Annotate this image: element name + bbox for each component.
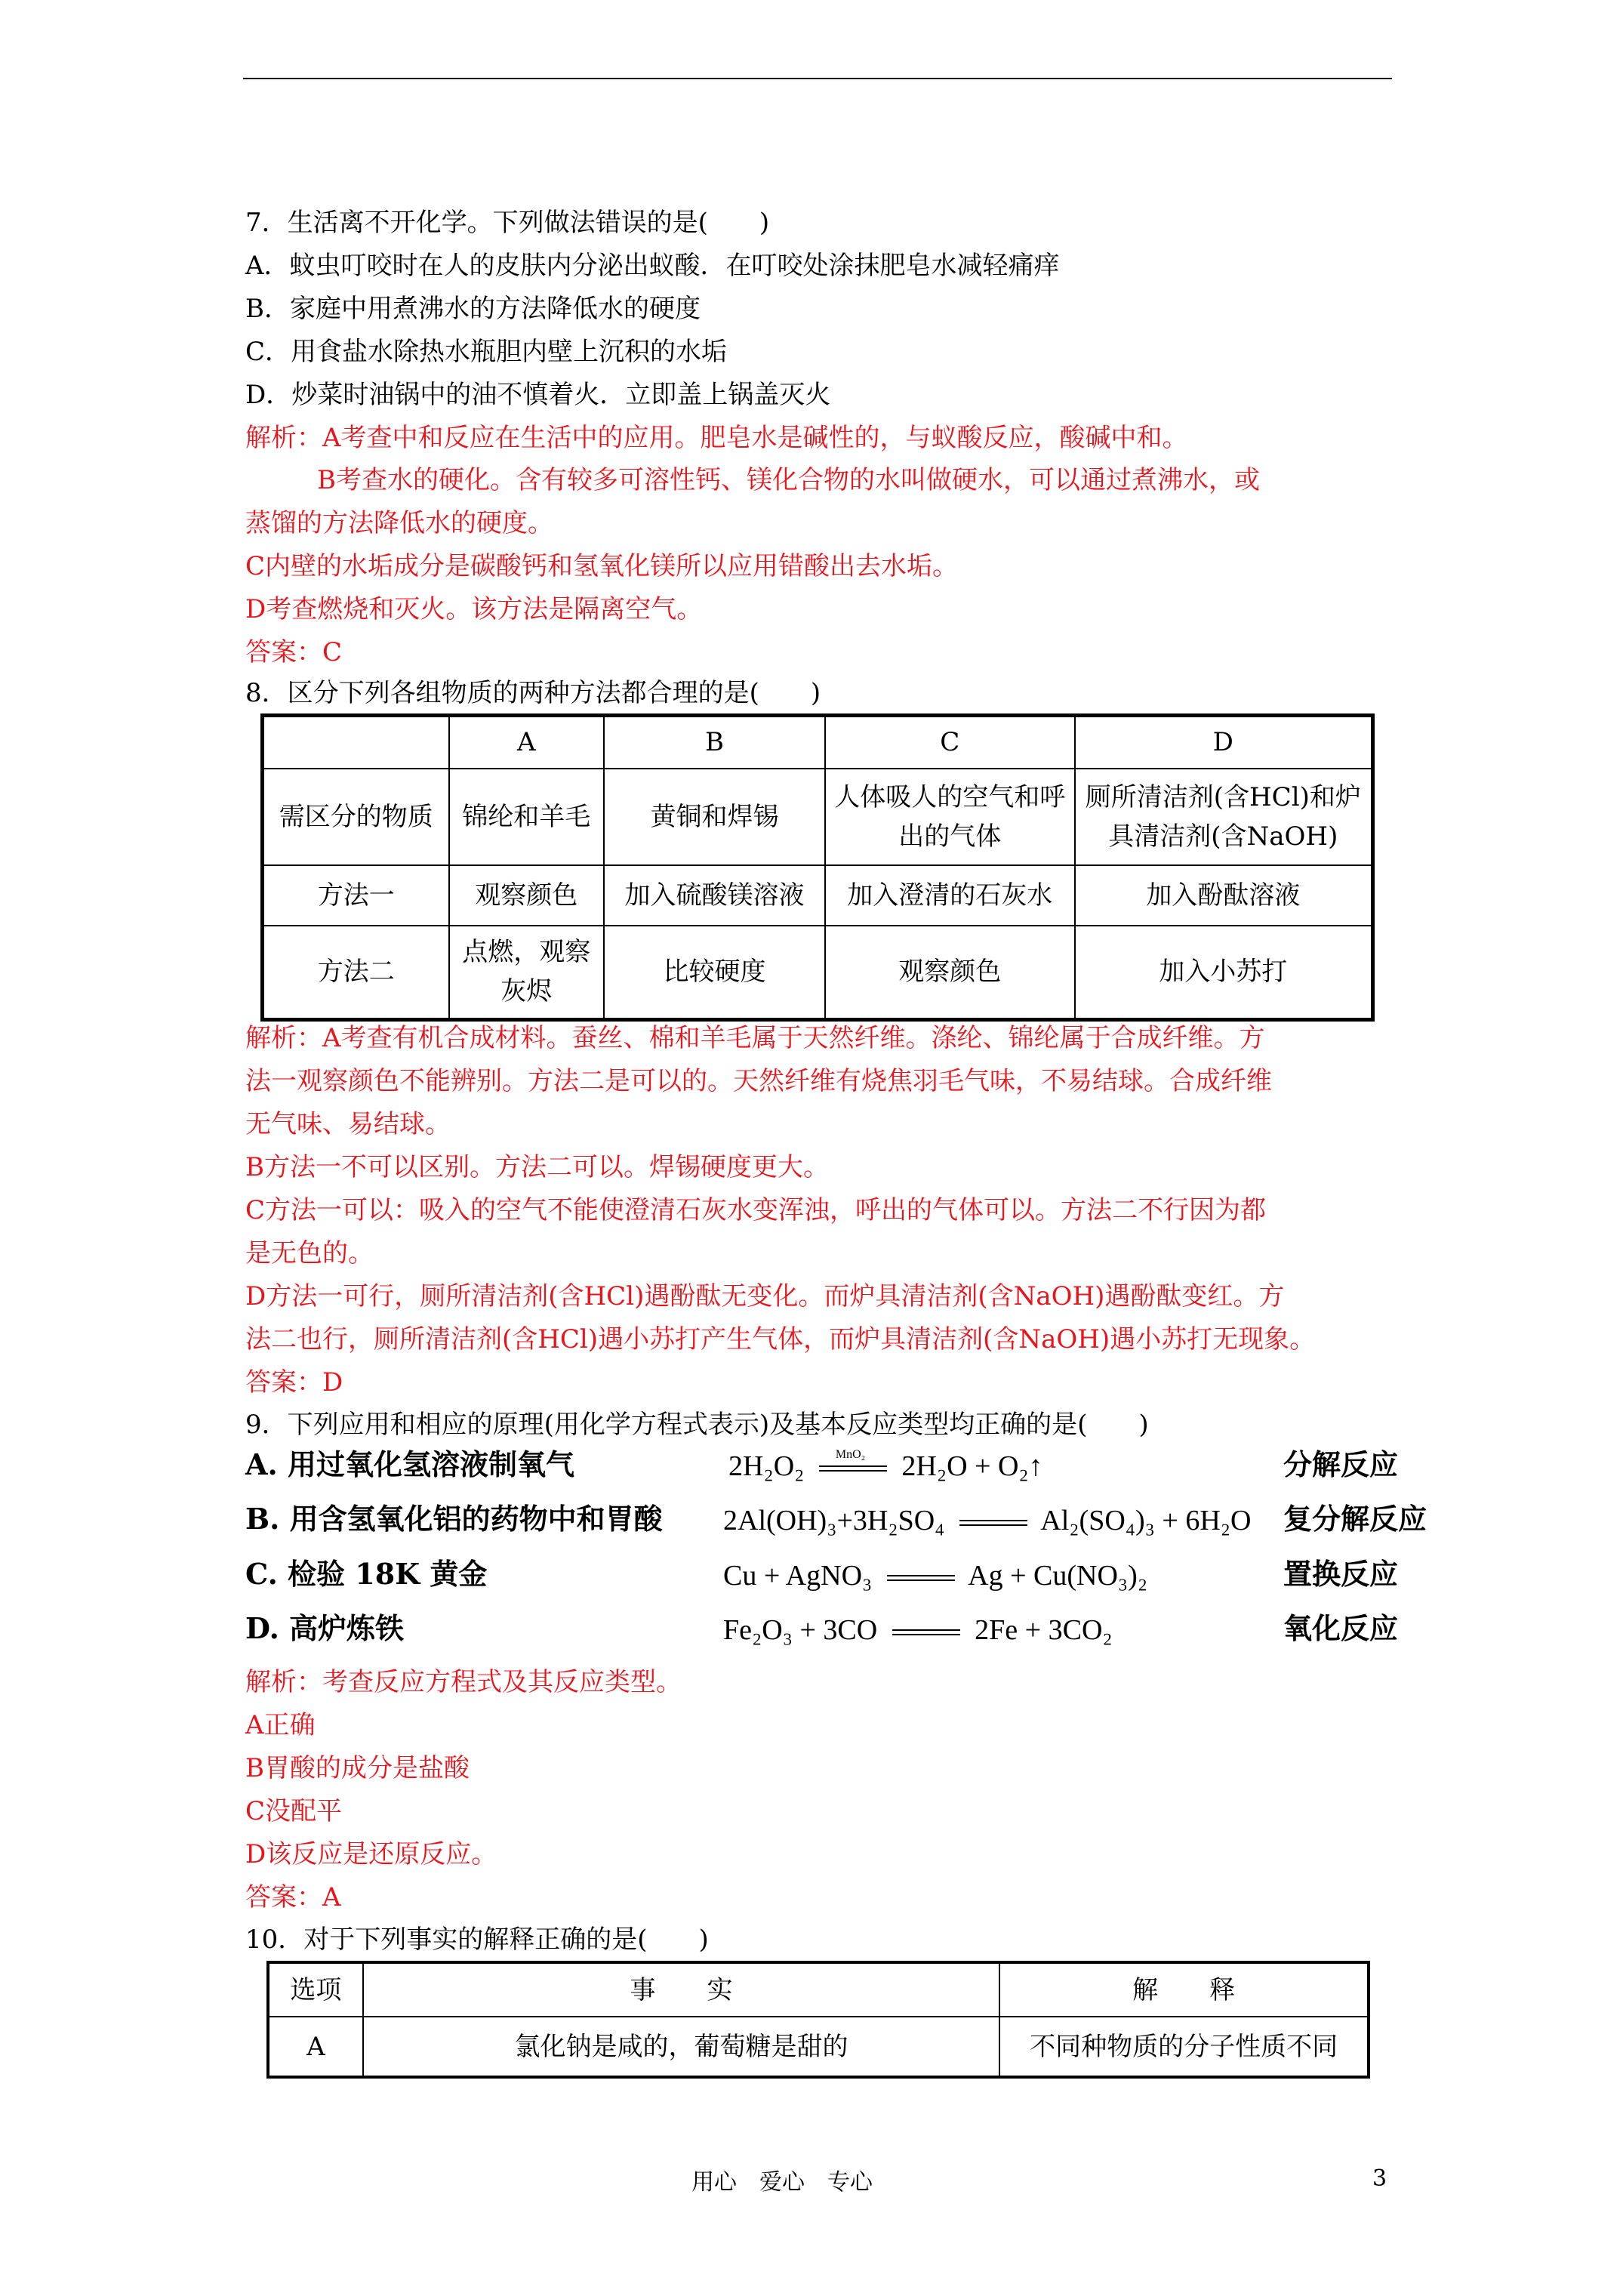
table-cell: C — [825, 716, 1075, 769]
header-rule — [243, 78, 1392, 79]
q9-type-b: 复分解反应 — [1283, 1502, 1427, 1536]
eq-right: Al₂(SO₄)₃ + 6H₂O — [1040, 1505, 1252, 1536]
eq-left: 2H₂O₂ — [728, 1450, 805, 1482]
table-cell: B — [604, 716, 825, 769]
q7-explanation-4: C内壁的水垢成分是碳酸钙和氢氧化镁所以应用错酸出去水垢。 — [245, 551, 959, 581]
q9-app-c: C. 检验 18K 黄金 — [245, 1557, 488, 1591]
q8-table — [260, 713, 1375, 1022]
table-cell: 加入小苏打 — [1075, 926, 1373, 1020]
q9-equation-b — [723, 1504, 1252, 1537]
eq-left: Fe₂O₃ + 3CO — [723, 1614, 878, 1646]
q7-explanation-3: 蒸馏的方法降低水的硬度。 — [245, 508, 553, 538]
q8-explanation-3: 无气味、易结球。 — [245, 1109, 451, 1139]
table-cell: 事 实 — [363, 1962, 1000, 2017]
eq-right: 2H₂O + O₂↑ — [901, 1450, 1043, 1482]
table-cell: 解 释 — [999, 1962, 1369, 2017]
eq-left: Cu + AgNO₃ — [723, 1560, 873, 1592]
q8-explanation-4: B方法一不可以区别。方法二可以。焊锡硬度更大。 — [245, 1152, 829, 1182]
table-row — [263, 716, 1373, 769]
table-cell: 点燃，观察灰烬 — [449, 926, 604, 1020]
q9-explanation-1: 解析：考查反应方程式及其反应类型。 — [245, 1667, 682, 1697]
table-cell: 方法二 — [263, 926, 449, 1020]
page-footer: 用心 爱心 专心 — [691, 2169, 873, 2196]
eq-right: 2Fe + 3CO₂ — [975, 1614, 1113, 1646]
table-cell: 比较硬度 — [604, 926, 825, 1020]
q7-answer: 答案：C — [245, 637, 343, 667]
page-number: 3 — [1372, 2165, 1387, 2192]
q7-stem: 7．生活离不开化学。下列做法错误的是( ) — [245, 208, 770, 238]
reaction-arrow-icon — [819, 1448, 887, 1476]
table-row — [263, 926, 1373, 1020]
q7-option-c: C．用食盐水除热水瓶胆内壁上沉积的水垢 — [245, 337, 728, 367]
q8-explanation-8: 法二也行，厕所清洁剂(含HCl)遇小苏打产生气体，而炉具清洁剂(含NaOH)遇小苏打无现象。 — [245, 1324, 1316, 1354]
q7-option-d: D．炒菜时油锅中的油不慎着火．立即盖上锅盖灭火 — [245, 380, 831, 410]
table-cell: 方法一 — [263, 865, 449, 926]
q9-type-a: 分解反应 — [1283, 1447, 1399, 1481]
table-row — [263, 865, 1373, 926]
q9-equation-c — [723, 1559, 1147, 1592]
table-cell — [263, 716, 449, 769]
q9-app-d: D. 高炉炼铁 — [245, 1611, 405, 1645]
q9-answer: 答案：A — [245, 1882, 341, 1912]
q8-explanation-1: 解析：A考查有机合成材料。蚕丝、棉和羊毛属于天然纤维。涤纶、锦纶属于合成纤维。方 — [245, 1023, 1265, 1053]
reaction-arrow-icon — [892, 1625, 960, 1640]
q8-explanation-5: C方法一可以：吸入的空气不能使澄清石灰水变浑浊，呼出的气体可以。方法二不行因为都 — [245, 1195, 1267, 1225]
table-cell: 人体吸人的空气和呼出的气体 — [825, 769, 1075, 865]
table-cell: 加入酚酞溶液 — [1075, 865, 1373, 926]
table-row — [268, 1962, 1369, 2017]
q8-explanation-6: 是无色的。 — [245, 1238, 374, 1268]
q7-option-b: B．家庭中用煮沸水的方法降低水的硬度 — [245, 294, 701, 324]
eq-left: 2Al(OH)₃+3H₂SO₄ — [723, 1505, 945, 1536]
q8-explanation-2: 法一观察颜色不能辨别。方法二是可以的。天然纤维有烧焦羽毛气味，不易结球。合成纤维 — [245, 1066, 1272, 1096]
q7-option-a: A．蚊虫叮咬时在人的皮肤内分泌出蚁酸．在叮咬处涂抹肥皂水减轻痛痒 — [245, 251, 1060, 281]
table-cell: 加入澄清的石灰水 — [825, 865, 1075, 926]
q9-equation-a — [728, 1450, 1043, 1483]
table-cell: 选项 — [268, 1962, 363, 2017]
q9-stem: 9．下列应用和相应的原理(用化学方程式表示)及基本反应类型均正确的是( ) — [245, 1410, 1149, 1440]
q7-explanation-5: D考查燃烧和灭火。该方法是隔离空气。 — [245, 594, 703, 624]
table-row — [263, 769, 1373, 865]
q10-table — [266, 1961, 1370, 2079]
q9-explanation-2: A正确 — [245, 1710, 316, 1740]
table-cell: A — [268, 2017, 363, 2077]
q7-explanation-2: B考查水的硬化。含有较多可溶性钙、镁化合物的水叫做硬水，可以通过煮沸水，或 — [317, 465, 1260, 495]
table-cell: 氯化钠是咸的，葡萄糖是甜的 — [363, 2017, 1000, 2077]
table-cell: 不同种物质的分子性质不同 — [999, 2017, 1369, 2077]
q9-type-c: 置换反应 — [1283, 1557, 1399, 1591]
table-cell: 锦纶和羊毛 — [449, 769, 604, 865]
table-cell: 观察颜色 — [825, 926, 1075, 1020]
table-cell: 观察颜色 — [449, 865, 604, 926]
q8-answer: 答案：D — [245, 1367, 343, 1398]
q9-explanation-4: C没配平 — [245, 1796, 343, 1826]
q9-app-b: B. 用含氢氧化铝的药物中和胃酸 — [245, 1502, 663, 1536]
reaction-arrow-icon — [887, 1570, 955, 1586]
q10-stem: 10．对于下列事实的解释正确的是( ) — [245, 1925, 709, 1955]
table-cell: A — [449, 716, 604, 769]
q9-explanation-5: D该反应是还原反应。 — [245, 1839, 497, 1869]
q9-app-a: A. 用过氧化氢溶液制氧气 — [245, 1447, 574, 1481]
table-cell: 需区分的物质 — [263, 769, 449, 865]
table-cell: 加入硫酸镁溶液 — [604, 865, 825, 926]
table-cell: D — [1075, 716, 1373, 769]
q9-explanation-3: B胃酸的成分是盐酸 — [245, 1753, 470, 1783]
q9-type-d: 氧化反应 — [1283, 1611, 1399, 1645]
q7-explanation-1: 解析：A考查中和反应在生活中的应用。肥皂水是碱性的，与蚁酸反应，酸碱中和。 — [245, 423, 1188, 453]
eq-right: Ag + Cu(NO₃)₂ — [968, 1560, 1148, 1592]
catalyst-label: MnO₂ — [835, 1448, 866, 1462]
table-cell: 厕所清洁剂(含HCl)和炉具清洁剂(含NaOH) — [1075, 769, 1373, 865]
q9-equation-d — [723, 1613, 1113, 1647]
q8-explanation-7: D方法一可行，厕所清洁剂(含HCl)遇酚酞无变化。而炉具清洁剂(含NaOH)遇酚酞变红。方 — [245, 1281, 1285, 1311]
q8-stem: 8．区分下列各组物质的两种方法都合理的是( ) — [245, 678, 821, 708]
table-cell: 黄铜和焊锡 — [604, 769, 825, 865]
table-row — [268, 2017, 1369, 2077]
reaction-arrow-icon — [959, 1515, 1027, 1530]
